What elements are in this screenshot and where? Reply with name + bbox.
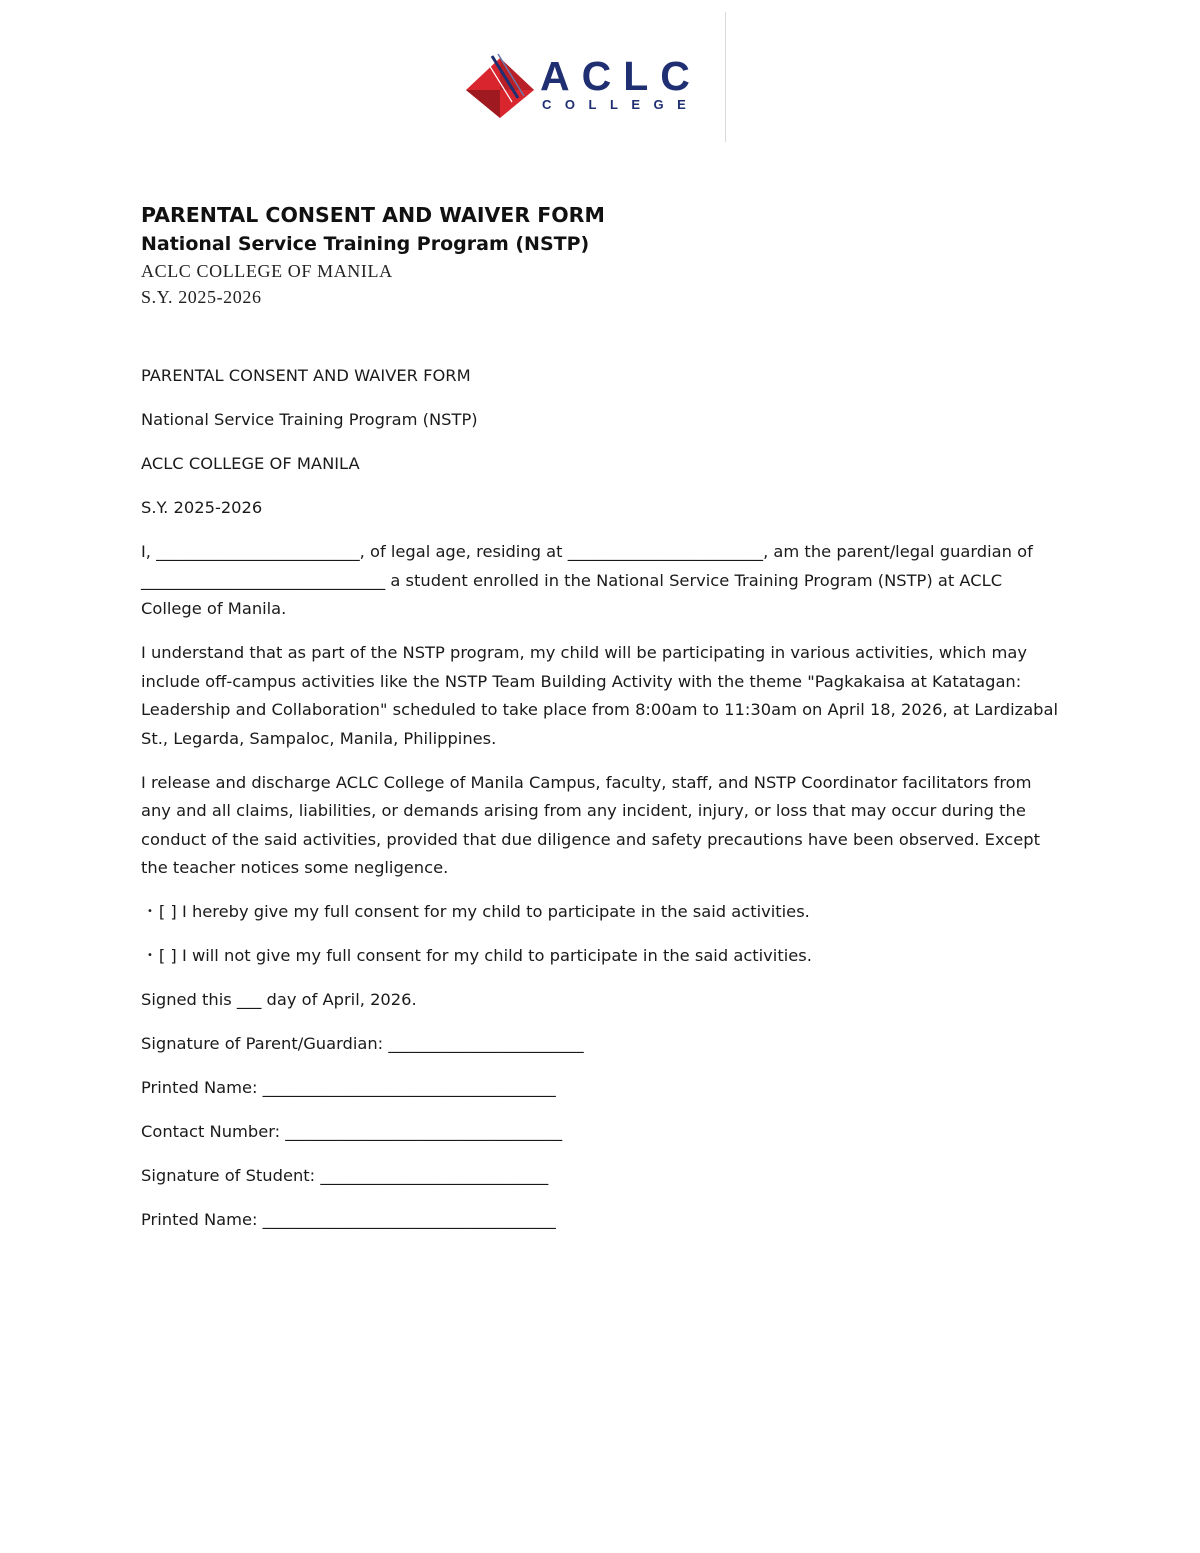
signed-date-line: Signed this ___ day of April, 2026. [141,990,417,1009]
parent-printed-name-line: Printed Name: ____________________________________ [141,1078,556,1097]
form-body [141,362,1061,1250]
understanding-paragraph: I understand that as part of the NSTP program, my child will be participating in various activities, which may include off-campus activities like the NSTP Team Building Activity with the theme "Pagkakaisa at Katatagan: Leadership and Collaboration" scheduled to take place from 8:00am to 11:30am on April 18, 2026, at Lardizabal St., Legarda, Sampaloc, Manila, Philippines. [141,643,1059,748]
student-printed-name-line: Printed Name: ____________________________________ [141,1210,556,1229]
consent-no-text: [ ] I will not give my full consent for my child to participate in the said activities. [158,946,812,965]
logo-wordmark: ACLC [540,53,702,99]
bullet-icon: • [147,906,153,917]
intro-paragraph: I, _________________________, of legal age, residing at ________________________, am the parent/legal guardian of ______________________________ a student enrolled in the National Service Training Program (NSTP) at ACLC College of Manila. [141,542,1033,618]
student-signature-line: Signature of Student: ____________________________ [141,1166,549,1185]
aclc-college-logo [462,52,712,124]
parent-signature-line: Signature of Parent/Guardian: ________________________ [141,1034,584,1053]
consent-yes-item [141,898,1061,927]
form-subtitle: National Service Training Program (NSTP) [141,233,590,255]
header-divider [725,12,726,142]
body-program: National Service Training Program (NSTP) [141,410,478,429]
contact-number-line: Contact Number: __________________________________ [141,1122,563,1141]
form-title: PARENTAL CONSENT AND WAIVER FORM [141,203,605,227]
form-heading [141,200,1061,310]
release-paragraph: I release and discharge ACLC College of Manila Campus, faculty, staff, and NSTP Coordinator facilitators from any and all claims, liabilities, or demands arising from any incident, injury, or loss that may occur during the conduct of the said activities, provided that due diligence and safety precautions have been observed. Except the teacher notices some negligence. [141,772,1040,877]
body-school: ACLC COLLEGE OF MANILA [141,454,360,473]
bullet-icon: • [147,950,153,961]
school-year: S.Y. 2025-2026 [141,287,262,307]
consent-yes-text: [ ] I hereby give my full consent for my child to participate in the said activities. [158,902,810,921]
consent-no-item [141,942,1061,971]
school-name: ACLC COLLEGE OF MANILA [141,261,393,281]
diamond-logo-icon [462,52,542,124]
logo-subtext: COLLEGE [542,97,700,112]
body-title: PARENTAL CONSENT AND WAIVER FORM [141,366,471,385]
body-school-year: S.Y. 2025-2026 [141,498,263,517]
